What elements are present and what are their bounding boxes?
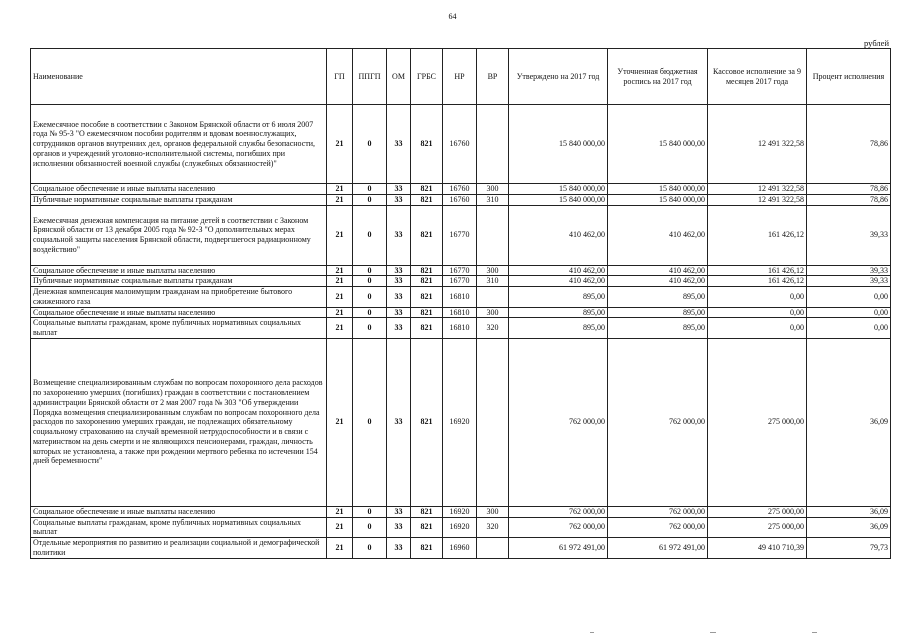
row-om: 33 <box>387 276 411 287</box>
row-vr: 300 <box>477 506 509 517</box>
row-vr <box>477 338 509 506</box>
row-approved: 15 840 000,00 <box>509 194 608 205</box>
row-approved: 895,00 <box>509 318 608 339</box>
row-percent: 0,00 <box>807 307 891 318</box>
row-cash: 49 410 710,39 <box>708 538 807 559</box>
row-vr: 320 <box>477 318 509 339</box>
row-grbs: 821 <box>411 105 443 184</box>
table-row <box>31 276 891 287</box>
table-row <box>31 506 891 517</box>
row-pgp: 0 <box>353 205 387 265</box>
row-np: 16760 <box>443 184 477 195</box>
header-percent: Процент исполнения <box>807 49 891 105</box>
row-refined: 762 000,00 <box>608 338 708 506</box>
row-np: 16810 <box>443 318 477 339</box>
row-gp: 21 <box>327 517 353 538</box>
row-gp: 21 <box>327 194 353 205</box>
table-header-row <box>31 49 891 105</box>
table-row <box>31 184 891 195</box>
table-row <box>31 517 891 538</box>
row-om: 33 <box>387 194 411 205</box>
row-refined: 15 840 000,00 <box>608 194 708 205</box>
row-gp: 21 <box>327 205 353 265</box>
row-approved: 895,00 <box>509 287 608 308</box>
row-np: 16760 <box>443 105 477 184</box>
currency-unit-label: рублей <box>864 38 889 48</box>
row-np: 16770 <box>443 265 477 276</box>
row-percent: 78,86 <box>807 105 891 184</box>
table-row <box>31 318 891 339</box>
table-row <box>31 194 891 205</box>
row-grbs: 821 <box>411 194 443 205</box>
table-row <box>31 205 891 265</box>
row-refined: 15 840 000,00 <box>608 184 708 195</box>
row-grbs: 821 <box>411 265 443 276</box>
row-np: 16810 <box>443 287 477 308</box>
row-refined: 410 462,00 <box>608 265 708 276</box>
row-om: 33 <box>387 184 411 195</box>
row-approved: 762 000,00 <box>509 506 608 517</box>
row-vr <box>477 105 509 184</box>
row-name: Публичные нормативные социальные выплаты гражданам <box>31 194 327 205</box>
row-om: 33 <box>387 105 411 184</box>
row-om: 33 <box>387 338 411 506</box>
row-name: Социальное обеспечение и иные выплаты населению <box>31 506 327 517</box>
header-pgp: ППГП <box>353 49 387 105</box>
row-gp: 21 <box>327 105 353 184</box>
row-grbs: 821 <box>411 517 443 538</box>
row-gp: 21 <box>327 318 353 339</box>
table-row <box>31 538 891 559</box>
row-name: Социальное обеспечение и иные выплаты населению <box>31 184 327 195</box>
row-grbs: 821 <box>411 205 443 265</box>
row-np: 16920 <box>443 506 477 517</box>
row-name: Публичные нормативные социальные выплаты гражданам <box>31 276 327 287</box>
row-percent: 36,09 <box>807 506 891 517</box>
row-refined: 61 972 491,00 <box>608 538 708 559</box>
row-vr: 310 <box>477 276 509 287</box>
row-percent: 36,09 <box>807 517 891 538</box>
table-row <box>31 105 891 184</box>
row-percent: 39,33 <box>807 265 891 276</box>
row-vr <box>477 287 509 308</box>
row-cash: 161 426,12 <box>708 205 807 265</box>
row-vr <box>477 205 509 265</box>
row-pgp: 0 <box>353 287 387 308</box>
row-approved: 895,00 <box>509 307 608 318</box>
row-vr: 310 <box>477 194 509 205</box>
row-np: 16770 <box>443 276 477 287</box>
row-om: 33 <box>387 265 411 276</box>
header-approved: Утверждено на 2017 год <box>509 49 608 105</box>
row-om: 33 <box>387 205 411 265</box>
row-approved: 410 462,00 <box>509 205 608 265</box>
header-name: Наименование <box>31 49 327 105</box>
row-pgp: 0 <box>353 184 387 195</box>
row-refined: 410 462,00 <box>608 276 708 287</box>
row-om: 33 <box>387 287 411 308</box>
table-row <box>31 287 891 308</box>
row-pgp: 0 <box>353 276 387 287</box>
row-np: 16960 <box>443 538 477 559</box>
row-grbs: 821 <box>411 184 443 195</box>
row-pgp: 0 <box>353 105 387 184</box>
row-om: 33 <box>387 506 411 517</box>
row-name: Социальные выплаты гражданам, кроме публичных нормативных социальных выплат <box>31 517 327 538</box>
row-approved: 410 462,00 <box>509 276 608 287</box>
row-name: Социальное обеспечение и иные выплаты населению <box>31 307 327 318</box>
table-row <box>31 307 891 318</box>
row-grbs: 821 <box>411 276 443 287</box>
row-percent: 0,00 <box>807 318 891 339</box>
row-cash: 275 000,00 <box>708 506 807 517</box>
row-np: 16810 <box>443 307 477 318</box>
row-refined: 410 462,00 <box>608 205 708 265</box>
row-grbs: 821 <box>411 538 443 559</box>
row-pgp: 0 <box>353 538 387 559</box>
row-approved: 762 000,00 <box>509 338 608 506</box>
row-percent: 78,86 <box>807 194 891 205</box>
header-refined: Уточненная бюджетная роспись на 2017 год <box>608 49 708 105</box>
row-name: Социальное обеспечение и иные выплаты населению <box>31 265 327 276</box>
row-gp: 21 <box>327 538 353 559</box>
row-grbs: 821 <box>411 307 443 318</box>
header-np: НР <box>443 49 477 105</box>
row-np: 16770 <box>443 205 477 265</box>
row-np: 16920 <box>443 517 477 538</box>
row-np: 16920 <box>443 338 477 506</box>
row-refined: 762 000,00 <box>608 506 708 517</box>
row-pgp: 0 <box>353 307 387 318</box>
row-cash: 12 491 322,58 <box>708 194 807 205</box>
row-gp: 21 <box>327 184 353 195</box>
row-percent: 39,33 <box>807 205 891 265</box>
row-pgp: 0 <box>353 318 387 339</box>
row-cash: 161 426,12 <box>708 276 807 287</box>
row-refined: 895,00 <box>608 318 708 339</box>
row-name: Денежная компенсация малоимущим гражданам на приобретение бытового сжиженного газа <box>31 287 327 308</box>
row-cash: 0,00 <box>708 287 807 308</box>
scan-artifacts <box>590 630 820 636</box>
row-om: 33 <box>387 318 411 339</box>
row-approved: 410 462,00 <box>509 265 608 276</box>
row-pgp: 0 <box>353 265 387 276</box>
budget-table <box>30 48 891 559</box>
row-pgp: 0 <box>353 338 387 506</box>
row-percent: 36,09 <box>807 338 891 506</box>
row-grbs: 821 <box>411 287 443 308</box>
row-percent: 39,33 <box>807 276 891 287</box>
row-vr <box>477 538 509 559</box>
row-name: Отдельные мероприятия по развитию и реализации социальной и демографической политики <box>31 538 327 559</box>
row-approved: 762 000,00 <box>509 517 608 538</box>
row-approved: 61 972 491,00 <box>509 538 608 559</box>
row-grbs: 821 <box>411 506 443 517</box>
row-cash: 12 491 322,58 <box>708 184 807 195</box>
row-refined: 895,00 <box>608 287 708 308</box>
row-approved: 15 840 000,00 <box>509 184 608 195</box>
row-cash: 12 491 322,58 <box>708 105 807 184</box>
row-grbs: 821 <box>411 338 443 506</box>
row-gp: 21 <box>327 307 353 318</box>
row-np: 16760 <box>443 194 477 205</box>
row-name: Возмещение специализированным службам по вопросам похоронного дела расходов по захоронению умерших (погибших) граждан в соответствии с постановлением администрации Брянской области от 2 мая 2007 года № 303 "Об утверждении Порядка возмещения специализированным службам по вопросам похоронного дела расходов по захоронению умерших граждан, не подлежащих обязательному социальному страхованию на случай временной нетрудоспособности и в связи с материнством на день смерти и не являющихся пенсионерами, граждан, личность которых не установлена, а также при рождении мертвого ребенка по истечении 154 дней беременности" <box>31 338 327 506</box>
row-vr: 300 <box>477 184 509 195</box>
row-gp: 21 <box>327 287 353 308</box>
row-refined: 762 000,00 <box>608 517 708 538</box>
row-pgp: 0 <box>353 506 387 517</box>
row-refined: 15 840 000,00 <box>608 105 708 184</box>
row-percent: 79,73 <box>807 538 891 559</box>
row-approved: 15 840 000,00 <box>509 105 608 184</box>
row-name: Социальные выплаты гражданам, кроме публичных нормативных социальных выплат <box>31 318 327 339</box>
row-name: Ежемесячная денежная компенсация на питание детей в соответствии с Законом Брянской области от 13 декабря 2005 года № 92-З "О дополнительных мерах социальной защиты населения Брянской области, подвергшегося радиационному воздействию" <box>31 205 327 265</box>
row-gp: 21 <box>327 506 353 517</box>
row-name: Ежемесячное пособие в соответствии с Законом Брянской области от 6 июля 2007 года № 95-3 "О ежемесячном пособии родителям и вдовам военнослужащих, сотрудников органов внутренних дел, органов федеральной службы безопасности, органов и учреждений уголовно-исполнительной системы, погибших при исполнении обязанностей военной службы (служебных обязанностей)" <box>31 105 327 184</box>
header-gp: ГП <box>327 49 353 105</box>
header-grbs: ГРБС <box>411 49 443 105</box>
row-cash: 0,00 <box>708 307 807 318</box>
table-row <box>31 265 891 276</box>
row-cash: 161 426,12 <box>708 265 807 276</box>
header-om: ОМ <box>387 49 411 105</box>
row-vr: 300 <box>477 307 509 318</box>
row-om: 33 <box>387 307 411 318</box>
row-pgp: 0 <box>353 517 387 538</box>
row-cash: 275 000,00 <box>708 338 807 506</box>
row-gp: 21 <box>327 276 353 287</box>
row-grbs: 821 <box>411 318 443 339</box>
row-cash: 275 000,00 <box>708 517 807 538</box>
row-vr: 300 <box>477 265 509 276</box>
page-number: 64 <box>448 12 457 21</box>
row-om: 33 <box>387 517 411 538</box>
row-cash: 0,00 <box>708 318 807 339</box>
header-cash: Кассовое исполнение за 9 месяцев 2017 года <box>708 49 807 105</box>
header-vr: ВР <box>477 49 509 105</box>
row-gp: 21 <box>327 338 353 506</box>
row-pgp: 0 <box>353 194 387 205</box>
row-vr: 320 <box>477 517 509 538</box>
row-gp: 21 <box>327 265 353 276</box>
table-row <box>31 338 891 506</box>
row-refined: 895,00 <box>608 307 708 318</box>
row-om: 33 <box>387 538 411 559</box>
row-percent: 78,86 <box>807 184 891 195</box>
row-percent: 0,00 <box>807 287 891 308</box>
